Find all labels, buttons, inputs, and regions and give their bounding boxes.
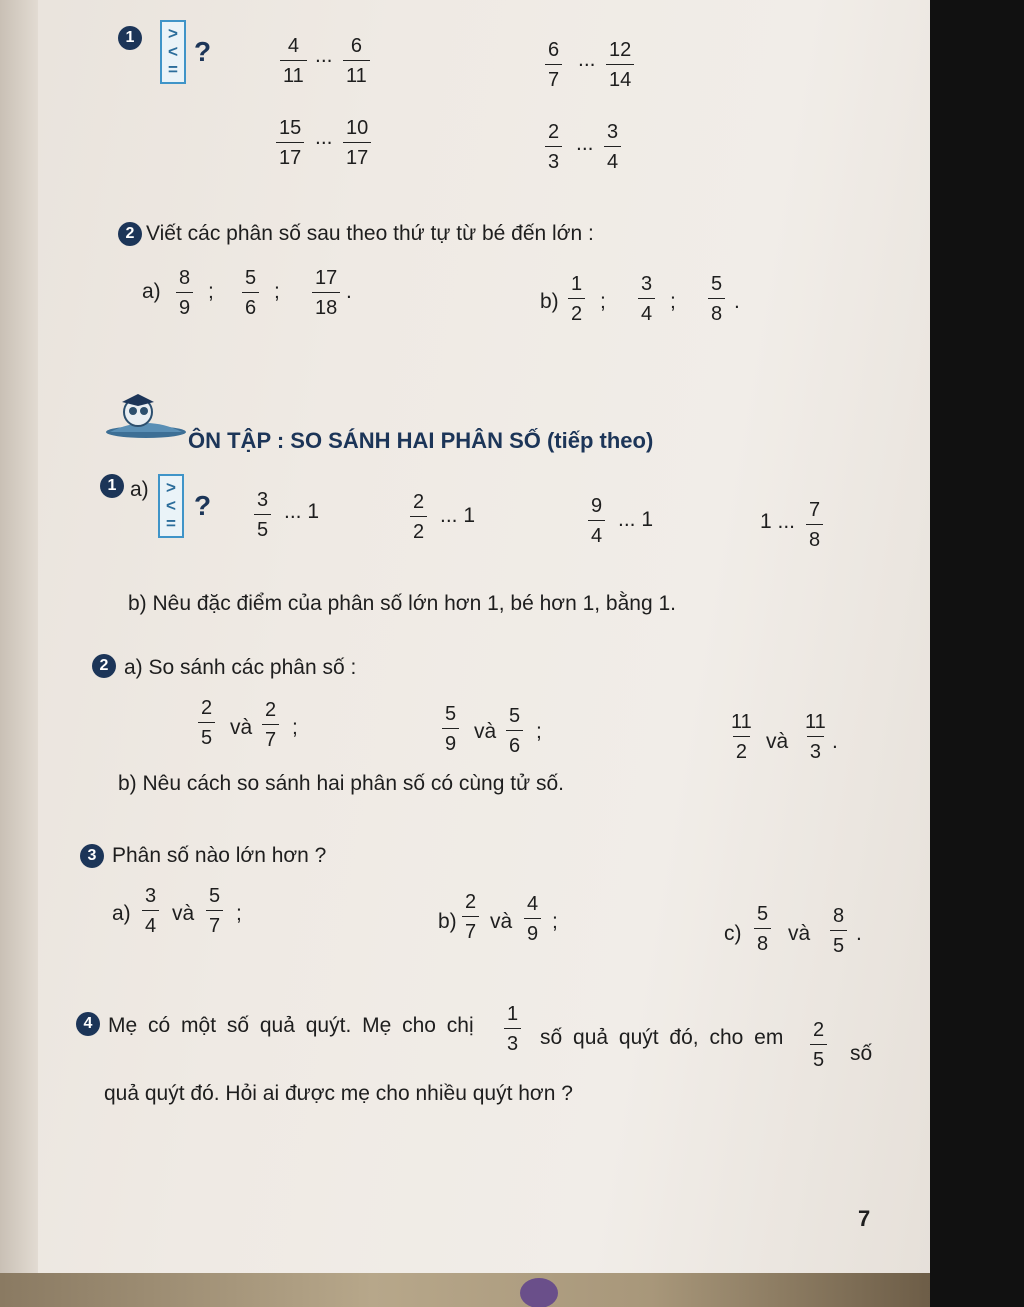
greater-symbol: > (166, 478, 176, 497)
part-label: c) (724, 922, 742, 945)
fraction: $\frac{1}{3}$ (504, 1004, 521, 1054)
and-word: và (490, 910, 513, 933)
word-problem-text: số (850, 1042, 873, 1065)
separator: ; (552, 910, 558, 933)
fraction: $\frac{4}{11}$ (280, 36, 307, 86)
equal-symbol: = (168, 60, 178, 79)
exercise-part-a: a) So sánh các phân số : (124, 656, 357, 679)
exercise-instruction: Phân số nào lớn hơn ? (112, 844, 327, 867)
fraction: $\frac{2}{7}$ (462, 892, 479, 942)
fraction: $\frac{8}{5}$ (830, 906, 847, 956)
fraction: $\frac{1}{2}$ (568, 274, 585, 324)
fraction: $\frac{5}{8}$ (708, 274, 725, 324)
fraction: $\frac{5}{8}$ (754, 904, 771, 954)
fraction: $\frac{5}{6}$ (242, 268, 259, 318)
comparison-dots: ... (576, 132, 594, 155)
fraction: $\frac{3}{4}$ (638, 274, 655, 324)
and-word: và (474, 720, 497, 743)
separator: ; (274, 280, 280, 303)
fraction: $\frac{6}{11}$ (343, 36, 370, 86)
separator: ; (208, 280, 214, 303)
equal-symbol: = (166, 514, 176, 533)
fraction: $\frac{3}{4}$ (604, 122, 621, 172)
word-problem-text: số quả quýt đó, cho em (540, 1026, 784, 1049)
separator: ; (536, 720, 542, 743)
fraction: $\frac{17}{18}$ (312, 268, 340, 318)
fraction: $\frac{6}{7}$ (545, 40, 562, 90)
end-mark: . (832, 730, 838, 753)
word-problem-text: Mẹ có một số quả quýt. Mẹ cho chị (108, 1014, 474, 1037)
comparison-dots: ... (578, 48, 596, 71)
compare-symbols-box (158, 474, 184, 538)
fraction: $\frac{15}{17}$ (276, 118, 304, 168)
page-number: 7 (858, 1206, 871, 1231)
exercise-number-badge: 4 (76, 1012, 100, 1036)
exercise-number-badge: 1 (118, 26, 142, 50)
page-spine (0, 0, 38, 1307)
part-label: a) (112, 902, 131, 925)
fraction: $\frac{9}{4}$ (588, 496, 605, 546)
fraction: $\frac{7}{8}$ (806, 500, 823, 550)
fraction: $\frac{3}{4}$ (142, 886, 159, 936)
comparison-dots: ... (315, 44, 333, 67)
part-label: a) (130, 478, 149, 501)
fraction: $\frac{11}{2}$ (731, 711, 752, 763)
comparison-tail: ... 1 (440, 504, 476, 527)
comparison-head: 1 ... (760, 510, 796, 533)
fraction: $\frac{10}{17}$ (343, 118, 371, 168)
part-label: b) (540, 290, 559, 313)
reading-owl-icon (100, 392, 186, 442)
fraction: $\frac{5}{6}$ (506, 706, 523, 756)
fraction: $\frac{3}{5}$ (254, 490, 271, 540)
less-symbol: < (168, 42, 178, 61)
part-label: a) (142, 280, 161, 303)
exercise-part-b: b) Nêu đặc điểm của phân số lớn hơn 1, bé hơn 1, bằng 1. (128, 592, 676, 615)
part-label: b) (438, 910, 457, 933)
fraction: $\frac{5}{7}$ (206, 886, 223, 936)
exercise-number-badge: 3 (80, 844, 104, 868)
and-word: và (788, 922, 811, 945)
comparison-tail: ... 1 (618, 508, 654, 531)
question-mark: ? (194, 490, 212, 521)
exercise-part-b: b) Nêu cách so sánh hai phân số có cùng tử số. (118, 772, 564, 795)
compare-symbols-box (160, 20, 186, 84)
fraction: $\frac{8}{9}$ (176, 268, 193, 318)
exercise-number-badge: 2 (92, 654, 116, 678)
exercise-number-badge: 2 (118, 222, 142, 246)
end-mark: . (346, 280, 352, 303)
and-word: và (230, 716, 253, 739)
fraction: $\frac{2}{5}$ (198, 698, 215, 748)
fraction: $\frac{11}{3}$ (805, 711, 826, 763)
table-surface (0, 1273, 930, 1307)
and-word: và (172, 902, 195, 925)
section-title: ÔN TẬP : SO SÁNH HAI PHÂN SỐ (tiếp theo) (188, 428, 654, 453)
end-mark: . (856, 922, 862, 945)
fraction: $\frac{4}{9}$ (524, 894, 541, 944)
separator: ; (236, 902, 242, 925)
exercise-number-badge: 1 (100, 474, 124, 498)
fraction: $\frac{2}{5}$ (810, 1020, 827, 1070)
fraction: $\frac{2}{2}$ (410, 492, 427, 542)
question-mark: ? (194, 36, 212, 67)
fraction: $\frac{2}{7}$ (262, 700, 279, 750)
less-symbol: < (166, 496, 176, 515)
word-problem-question: quả quýt đó. Hỏi ai được mẹ cho nhiều quýt hơn ? (104, 1082, 573, 1105)
object-on-table (520, 1278, 558, 1307)
exercise-instruction: Viết các phân số sau theo thứ tự từ bé đến lớn : (146, 222, 594, 245)
comparison-tail: ... 1 (284, 500, 320, 523)
separator: ; (670, 290, 676, 313)
comparison-dots: ... (315, 126, 333, 149)
greater-symbol: > (168, 24, 178, 43)
and-word: và (766, 730, 789, 753)
fraction: $\frac{2}{3}$ (545, 122, 562, 172)
separator: ; (292, 716, 298, 739)
separator: ; (600, 290, 606, 313)
end-mark: . (734, 290, 740, 313)
fraction: $\frac{12}{14}$ (606, 40, 634, 90)
fraction: $\frac{5}{9}$ (442, 704, 459, 754)
